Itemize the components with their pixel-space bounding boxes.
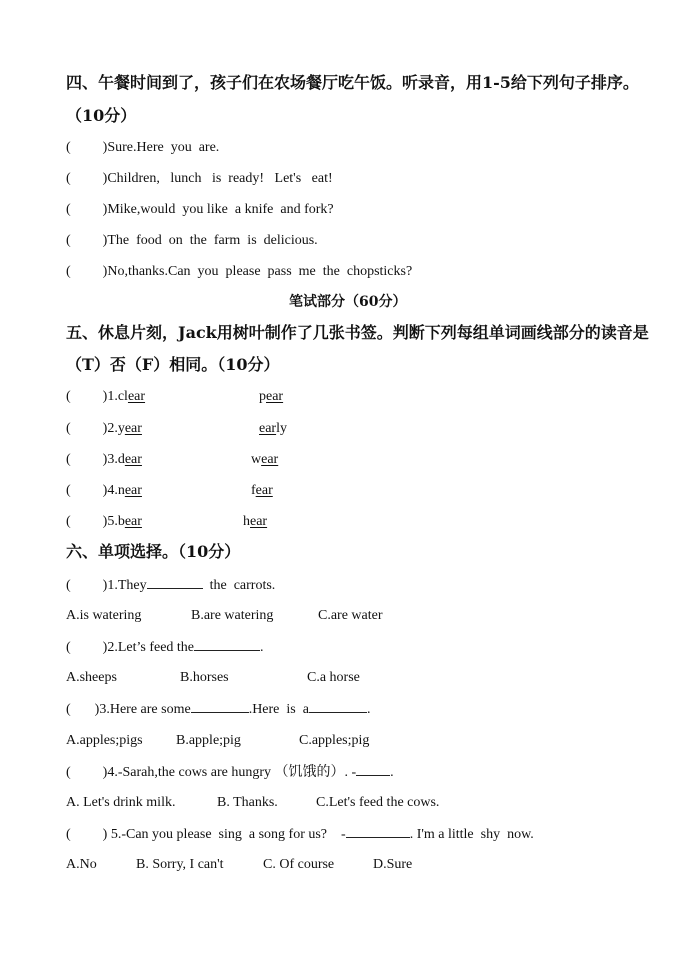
- s6-q2-option-b: B.horses: [180, 670, 229, 685]
- s4-item-3: ( )Mike,would you like a knife and fork?: [66, 202, 334, 217]
- written-part-title: 笔试部分（60分）: [289, 294, 407, 310]
- s6-q3-option-b: B.apple;pig: [176, 733, 241, 748]
- s6-q4-option-c: C.Let's feed the cows.: [316, 795, 440, 810]
- s5-item-2-word2: early: [259, 421, 287, 436]
- section6-title: 六、单项选择。（10分）: [66, 542, 241, 561]
- s6-q2: ( )2.Let’s feed the .: [66, 640, 264, 655]
- s5-item-3: ( )3.dear: [66, 452, 142, 467]
- s5-item-5-word2: hear: [243, 514, 268, 529]
- section4-title: 四、午餐时间到了，孩子们在农场餐厅吃午饭。听录音，用1-5给下列句子排序。: [66, 73, 639, 92]
- s4-item-1: ( )Sure.Here you are.: [66, 140, 220, 155]
- s6-q1-option-c: C.are water: [318, 608, 383, 623]
- s6-q4-option-b: B. Thanks.: [217, 795, 278, 810]
- s6-q1: ( )1.They the carrots.: [66, 578, 276, 593]
- s6-q5-option-d: D.Sure: [373, 857, 413, 872]
- s6-q1-option-b: B.are watering: [191, 608, 274, 623]
- s6-q3-option-c: C.apples;pig: [299, 733, 370, 748]
- s6-q4: ( )4.-Sarah,the cows are hungry （饥饿的）. - .: [66, 765, 394, 780]
- s5-item-4: ( )4.near: [66, 483, 142, 498]
- s5-item-2: ( )2.year: [66, 421, 142, 436]
- s6-q5-option-b: B. Sorry, I can't: [136, 857, 224, 872]
- section4-score: （10分）: [66, 106, 137, 125]
- s6-q1-option-a: A.is watering: [66, 608, 142, 623]
- s6-q2-option-c: C.a horse: [307, 670, 360, 685]
- s6-q3: ( )3.Here are some .Here is a .: [66, 702, 371, 717]
- s5-item-1: ( )1.clear: [66, 389, 146, 404]
- s6-q3-option-a: A.apples;pigs: [66, 733, 143, 748]
- s6-q5-option-c: C. Of course: [263, 857, 335, 872]
- s5-item-1-word2: pear: [259, 389, 284, 404]
- s5-item-3-word2: wear: [251, 452, 279, 467]
- s4-item-2: ( )Children, lunch is ready! Let's eat!: [66, 171, 333, 186]
- s4-item-5: ( )No,thanks.Can you please pass me the chopsticks?: [66, 264, 413, 279]
- section5-title-line1: 五、休息片刻，Jack用树叶制作了几张书签。判断下列每组单词画线部分的读音是: [66, 323, 649, 342]
- s5-item-5: ( )5.bear: [66, 514, 142, 529]
- s6-q4-option-a: A. Let's drink milk.: [66, 795, 176, 810]
- s6-q2-option-a: A.sheeps: [66, 670, 117, 685]
- s4-item-4: ( )The food on the farm is delicious.: [66, 233, 318, 248]
- s6-q5-option-a: A.No: [66, 857, 97, 872]
- section5-title-line2: （T）否（F）相同。（10分）: [66, 355, 280, 374]
- s6-q5: ( ) 5.-Can you please sing a song for us? - . I'm a little shy now.: [66, 827, 534, 842]
- s5-item-4-word2: fear: [251, 483, 273, 498]
